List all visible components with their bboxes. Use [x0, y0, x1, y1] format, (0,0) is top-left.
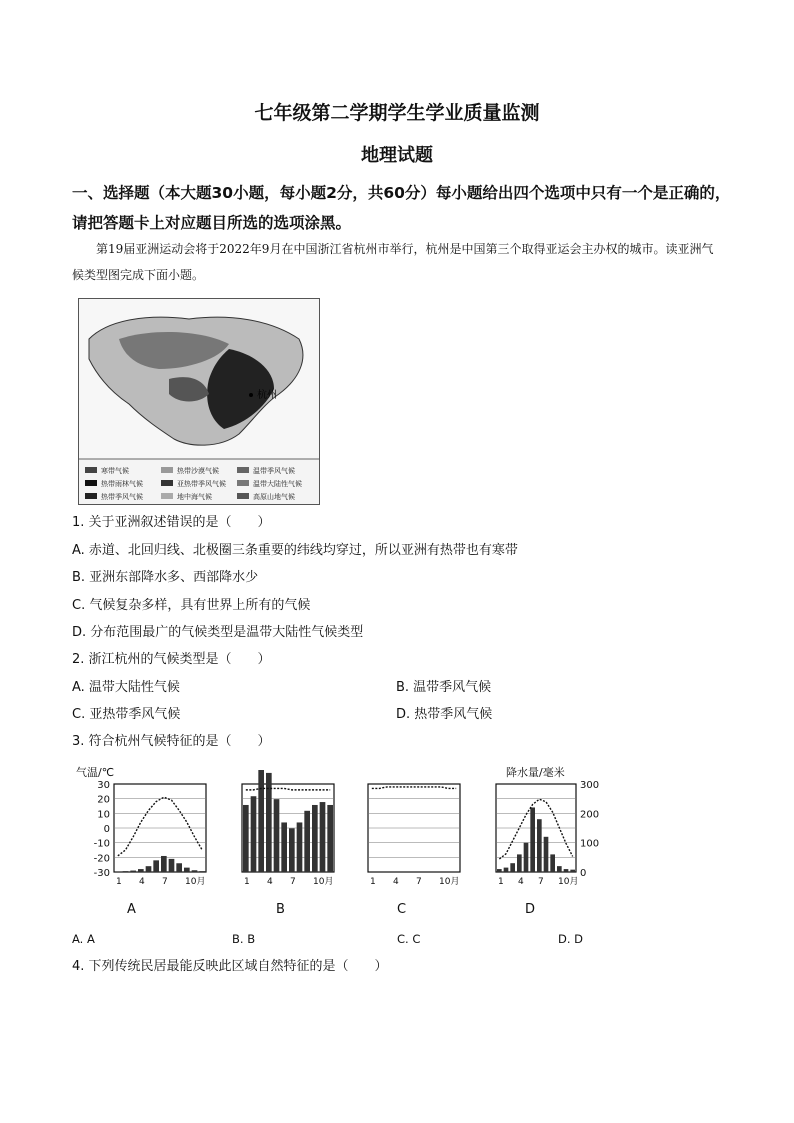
temp-tick-label: -30 [93, 868, 110, 879]
precip-bar [169, 859, 175, 872]
month-tick-label: 7 [162, 877, 168, 887]
question-3-option-a[interactable]: A. A [72, 932, 95, 946]
precip-bar [327, 805, 333, 872]
precip-bar [289, 828, 295, 872]
page-subtitle: 地理试题 [361, 145, 433, 166]
temp-axis-title: 气温/℃ [76, 766, 115, 779]
question-3-option-b[interactable]: B. B [232, 932, 256, 946]
month-tick-label: 4 [518, 877, 524, 887]
question-intro: 第19届亚洲运动会将于2022年9月在中国浙江省杭州市举行，杭州是中国第三个取得亚运会主办权的城市。读亚洲气候类型图完成下面小题。 [72, 242, 714, 282]
legend-item: 热带雨林气候 [101, 480, 143, 488]
precip-bar [524, 843, 529, 872]
precip-bar [176, 863, 182, 872]
asia-climate-map [78, 298, 320, 505]
question-1-option-b[interactable]: B. 亚洲东部降水多、西部降水少 [72, 570, 259, 585]
temperature-line [118, 797, 202, 856]
month-tick-label: 10月 [439, 877, 460, 887]
precip-bar [146, 866, 152, 872]
temperature-line [499, 799, 572, 859]
precip-bar [297, 822, 303, 872]
chart-label-c: C [397, 902, 407, 917]
hangzhou-dot [249, 393, 253, 397]
precip-bar [199, 871, 205, 872]
temp-tick-label: 0 [103, 824, 110, 835]
precip-bar [274, 799, 280, 872]
chart-c [368, 784, 460, 887]
precip-bar [504, 868, 509, 872]
month-tick-label: 10月 [185, 877, 206, 887]
month-tick-label: 1 [370, 877, 376, 887]
precip-bar [258, 770, 264, 872]
precip-bar [517, 854, 522, 872]
question-1-option-d[interactable]: D. 分布范围最广的气候类型是温带大陆性气候类型 [72, 625, 364, 640]
temp-tick-label: -10 [93, 838, 110, 850]
legend-item: 温带季风气候 [253, 467, 295, 475]
precip-axis-title: 降水量/毫米 [506, 766, 565, 779]
precip-tick-label: 100 [580, 838, 600, 850]
precip-bar [115, 871, 121, 872]
precip-bar [497, 869, 502, 872]
temp-tick-label: 10 [97, 809, 110, 821]
question-4-stem: 4. 下列传统民居最能反映此区域自然特征的是（ ） [72, 959, 388, 974]
chart-b [242, 770, 334, 887]
chart-label-a: A [127, 902, 136, 917]
precip-bar [550, 854, 555, 872]
precip-bar [510, 863, 515, 872]
precip-bar [153, 860, 159, 872]
chart-a [94, 780, 206, 887]
question-2-option-d[interactable]: D. 热带季风气候 [396, 707, 493, 722]
month-tick-label: 1 [498, 877, 504, 887]
month-tick-label: 4 [267, 877, 273, 887]
question-3-option-d[interactable]: D. D [558, 932, 584, 946]
precip-bar [564, 869, 569, 872]
precip-bar [304, 811, 310, 872]
asia-map-figure [79, 299, 319, 504]
question-2-option-c[interactable]: C. 亚热带季风气候 [72, 707, 181, 722]
chart-label-b: B [276, 902, 285, 917]
precip-bar [537, 819, 542, 872]
question-1-option-c[interactable]: C. 气候复杂多样，具有世界上所有的气候 [72, 598, 311, 613]
precip-tick-label: 0 [580, 868, 587, 879]
question-3-stem: 3. 符合杭州气候特征的是（ ） [72, 734, 271, 749]
precip-bar [312, 805, 318, 872]
temp-tick-label: -20 [93, 853, 110, 865]
temp-tick-label: 20 [97, 794, 110, 806]
precip-bar [138, 869, 144, 872]
month-tick-label: 1 [244, 877, 250, 887]
question-2-stem: 2. 浙江杭州的气候类型是（ ） [72, 652, 271, 667]
precip-bar [184, 868, 190, 872]
precip-bar [123, 871, 129, 872]
chart-label-d: D [525, 902, 536, 917]
temperature-line [372, 787, 456, 788]
temp-tick-label: 30 [97, 780, 110, 791]
climate-charts [72, 760, 612, 895]
question-1-stem: 1. 关于亚洲叙述错误的是（ ） [72, 515, 271, 530]
precip-bar [557, 866, 562, 872]
legend-item: 热带沙漠气候 [177, 467, 219, 475]
month-tick-label: 4 [393, 877, 399, 887]
legend-item: 寒带气候 [101, 467, 129, 475]
month-tick-label: 7 [538, 877, 544, 887]
precip-bar [570, 870, 575, 872]
legend-item: 热带季风气候 [101, 493, 143, 501]
precip-tick-label: 200 [580, 809, 600, 821]
precip-bar [530, 807, 535, 872]
question-1-option-a[interactable]: A. 赤道、北回归线、北极圈三条重要的纬线均穿过，所以亚洲有热带也有寒带 [72, 543, 518, 558]
section-heading: 一、选择题（本大题30小题，每小题2分，共60分）每小题给出四个选项中只有一个是正确的，请把答题卡上对应题目所选的选项涂黑。 [72, 184, 731, 232]
legend-item: 地中海气候 [177, 493, 212, 501]
precip-bar [544, 837, 549, 872]
hangzhou-label: 杭州 [257, 390, 277, 401]
map-legend [85, 466, 302, 501]
month-tick-label: 1 [116, 877, 122, 887]
precip-bar [161, 856, 167, 872]
month-tick-label: 7 [416, 877, 422, 887]
chart-d [496, 780, 599, 887]
precip-bar [192, 870, 198, 872]
month-tick-label: 7 [290, 877, 296, 887]
question-3-option-c[interactable]: C. C [397, 932, 421, 946]
precip-bar [243, 805, 249, 872]
month-tick-label: 10月 [313, 877, 334, 887]
legend-item: 高原山地气候 [253, 493, 295, 501]
page-title: 七年级第二学期学生学业质量监测 [254, 102, 540, 124]
question-2-option-a[interactable]: A. 温带大陆性气候 [72, 680, 180, 695]
precip-bar [251, 796, 257, 872]
precip-tick-label: 300 [580, 780, 600, 791]
precip-bar [130, 871, 136, 872]
question-2-option-b[interactable]: B. 温带季风气候 [396, 680, 492, 695]
precip-bar [320, 802, 326, 872]
month-tick-label: 4 [139, 877, 145, 887]
precip-bar [281, 822, 287, 872]
legend-item: 亚热带季风气候 [177, 480, 226, 488]
legend-item: 温带大陆性气候 [253, 480, 302, 488]
month-tick-label: 10月 [558, 877, 579, 887]
